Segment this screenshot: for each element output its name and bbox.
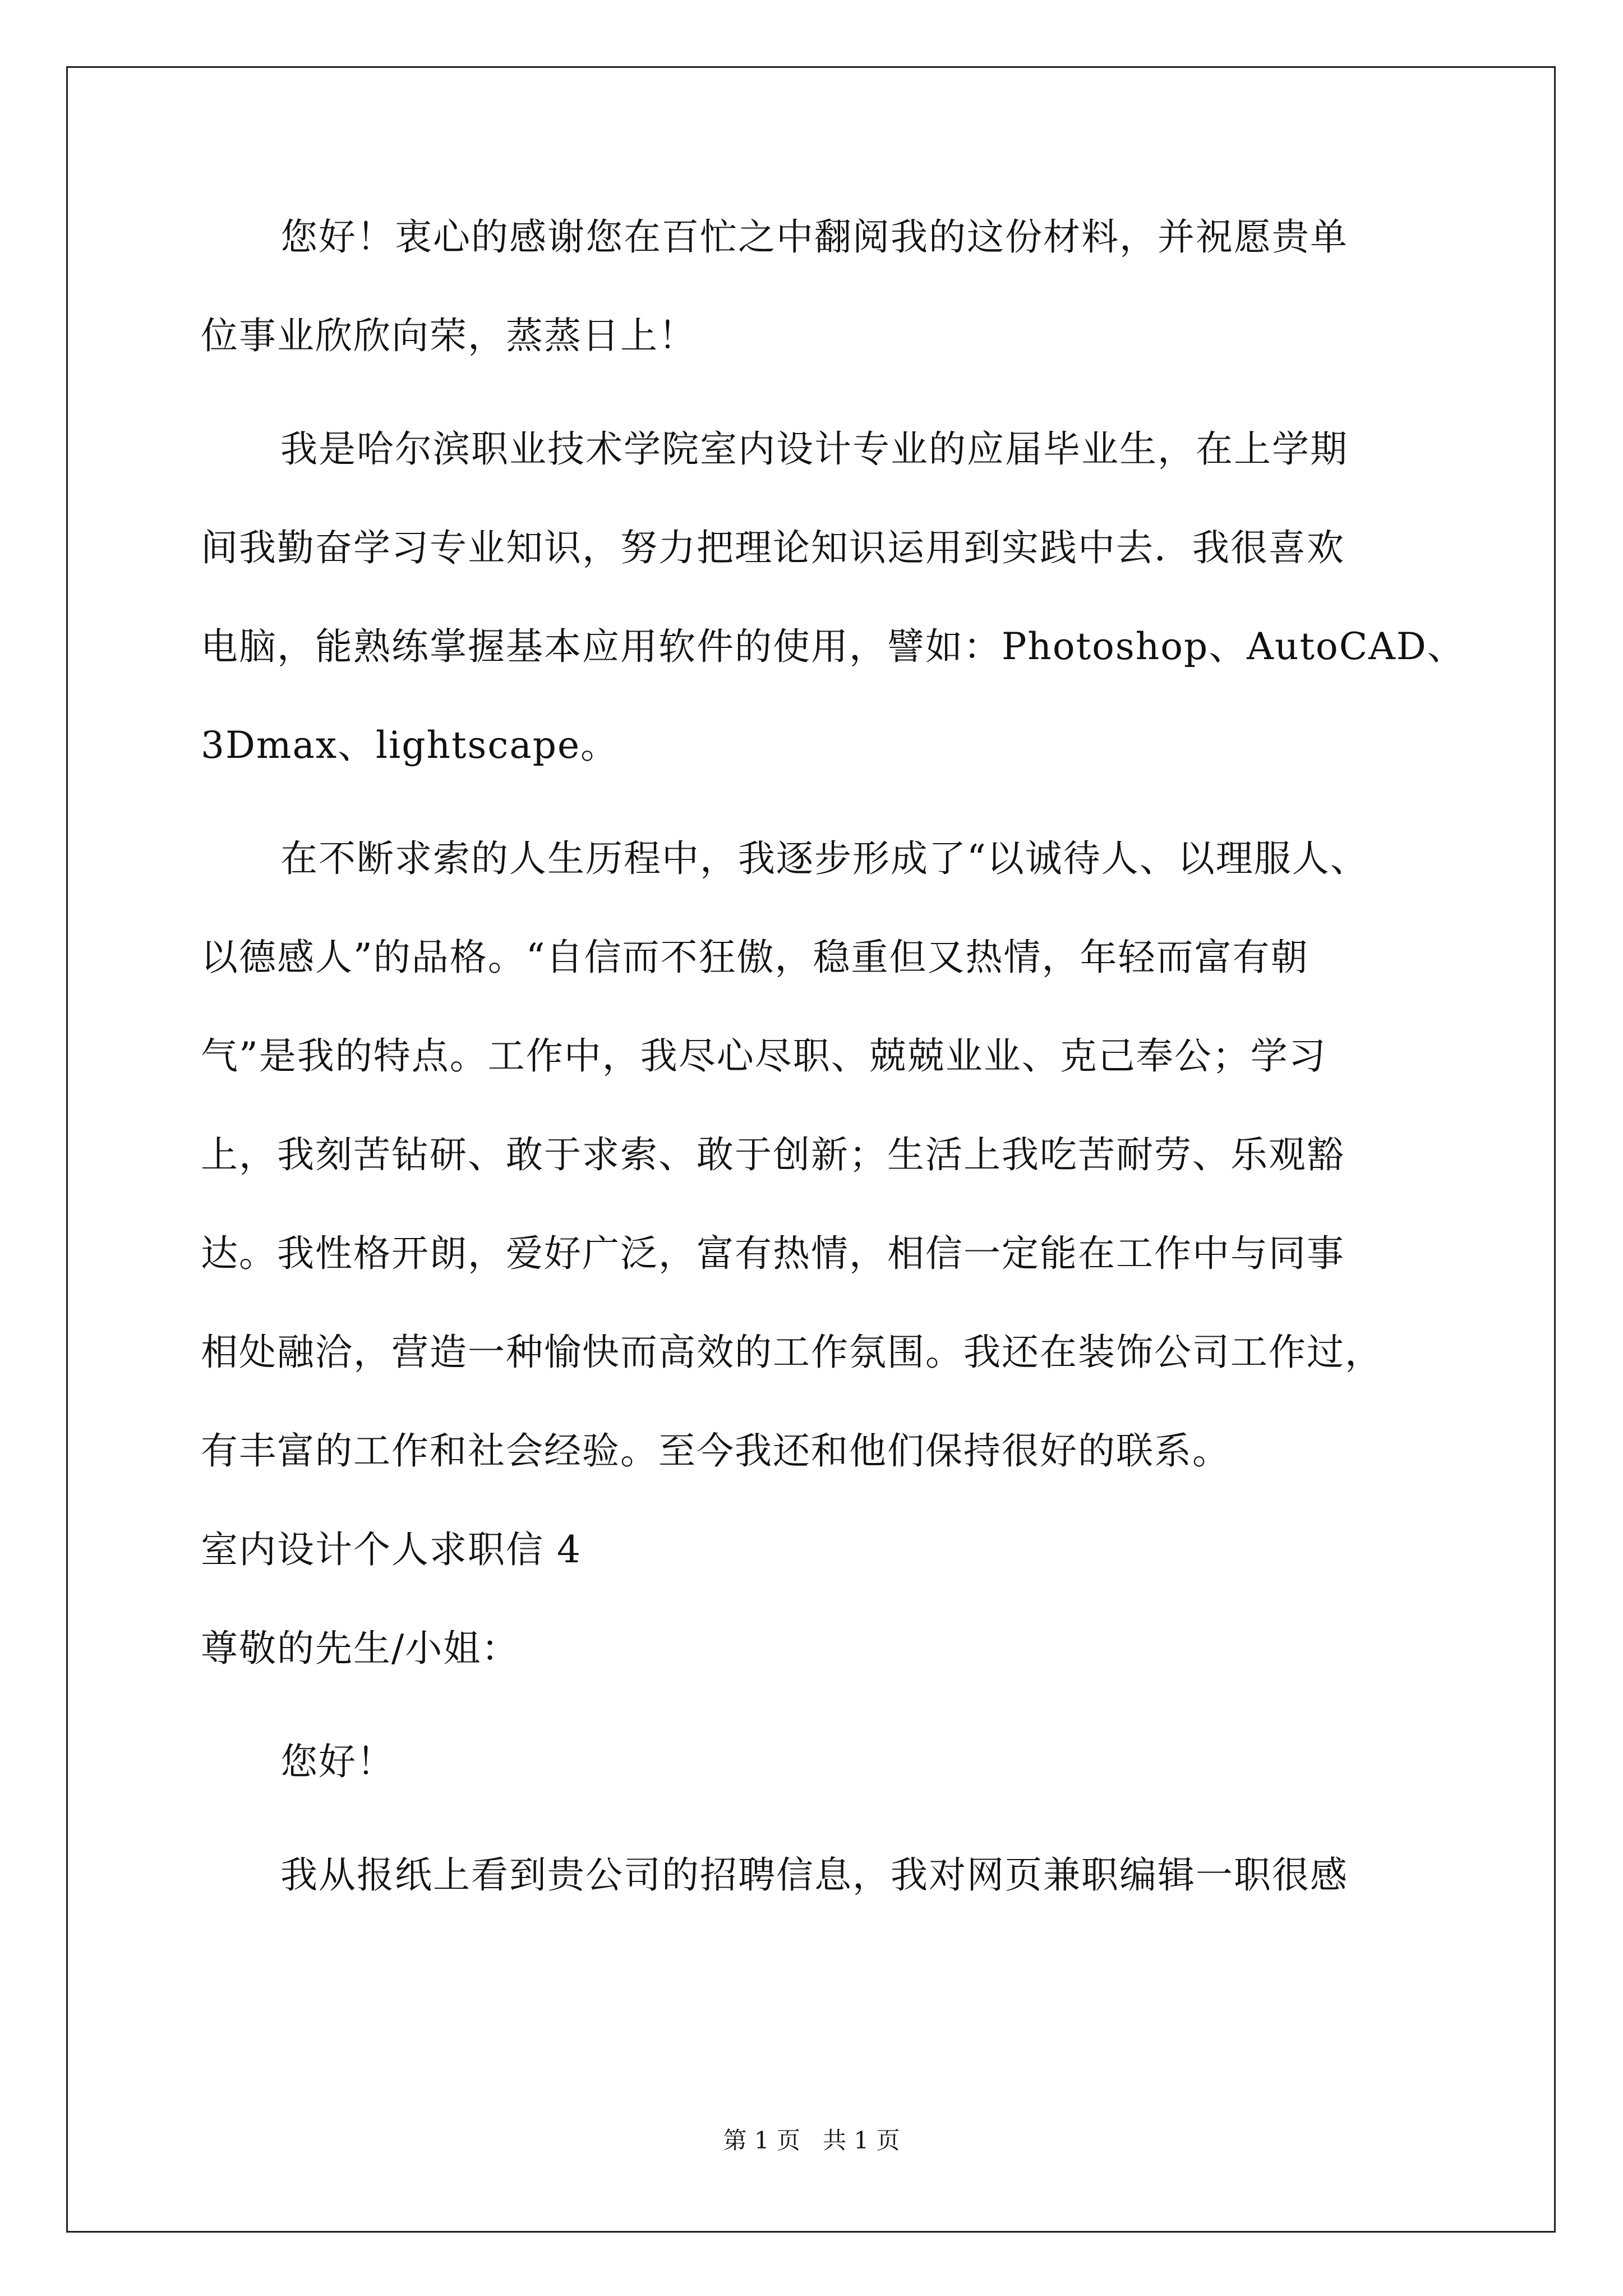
text-line: 位事业欣欣向荣，蒸蒸日上！ [201,314,697,357]
greeting: 您好！ [280,1740,395,1783]
text-line: 3Dmax、lightscape。 [201,724,619,767]
text-line: 相处融洽，营造一种愉快而高效的工作氛围。我还在装饰公司工作过， [201,1331,1383,1374]
text-line: 气”是我的特点。工作中，我尽心尽职、兢兢业业、克己奉公；学习 [201,1034,1327,1078]
text-line: 间我勤奋学习专业知识，努力把理论知识运用到实践中去．我很喜欢 [201,526,1345,569]
text-line: 我是哈尔滨职业技术学院室内设计专业的应届毕业生，在上学期 [280,427,1348,471]
text-line: 上，我刻苦钻研、敢于求索、敢于创新；生活上我吃苦耐劳、乐观豁 [201,1133,1345,1176]
text-line: 达。我性格开朗，爱好广泛，富有热情，相信一定能在工作中与同事 [201,1232,1345,1275]
page-footer: 第 1 页 共 1 页 [723,2127,900,2154]
text-line: 电脑，能熟练掌握基本应用软件的使用，譬如：Photoshop、AutoCAD、 [201,625,1465,668]
text-line: 以德感人”的品格。“自信而不狂傲，稳重但又热情，年轻而富有朝 [201,936,1309,979]
salutation: 尊敬的先生/小姐： [201,1627,520,1670]
text-line: 您好！衷心的感谢您在百忙之中翻阅我的这份材料，并祝愿贵单 [280,215,1348,259]
text-line: 在不断求索的人生历程中，我逐步形成了“以诚待人、以理服人、 [280,837,1368,880]
text-line: 我从报纸上看到贵公司的招聘信息，我对网页兼职编辑一职很感 [280,1853,1348,1897]
text-line: 有丰富的工作和社会经验。至今我还和他们保持很好的联系。 [201,1429,1230,1473]
section-title: 室内设计个人求职信 4 [201,1528,582,1571]
